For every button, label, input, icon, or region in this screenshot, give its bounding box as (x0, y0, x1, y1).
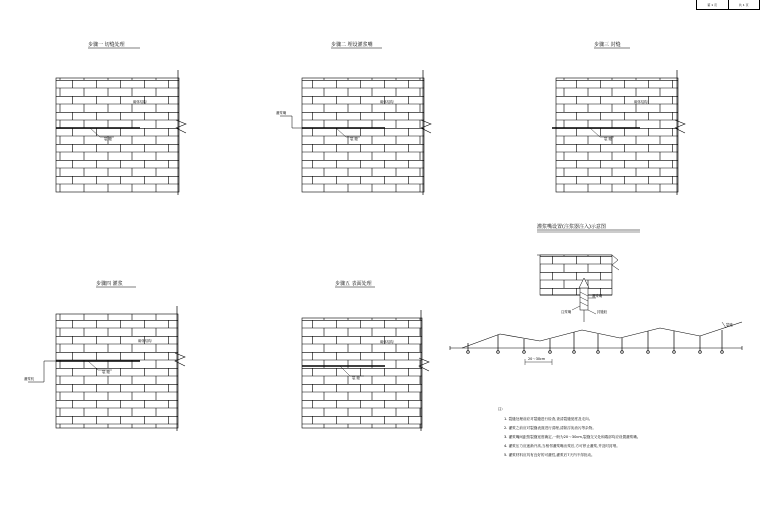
wall-label: 砌体结构 (380, 100, 394, 104)
injector-label: 灌浆机 (24, 377, 35, 381)
step-2-title: 步骤二 埋设灌浆嘴 (331, 42, 373, 48)
seam-label: 裂 缝 (604, 137, 612, 141)
seam-label: 裂 缝 (350, 137, 358, 141)
brick-wall (56, 78, 179, 192)
step-5-panel (302, 280, 429, 431)
nozzle-diagram (450, 223, 742, 365)
wall-label: 砌体结构 (138, 339, 152, 343)
spacing-label: 20～30cm (528, 357, 546, 361)
note-item: 5. 灌浆材料应具有良好的可灌性,灌浆后7天内不得扰动。 (504, 453, 595, 457)
brick-wall (56, 314, 178, 428)
notes-block (498, 406, 640, 457)
note-item: 4. 灌浆压力应逐渐升高,当相邻灌浆嘴出浆后,方可停止灌浆,并及时封堵。 (504, 444, 620, 448)
step-4-title: 步骤四 灌浆 (96, 281, 123, 287)
nozzle-label: 灌浆嘴 (592, 294, 603, 298)
step-1-panel (56, 41, 186, 195)
brick-wall (302, 78, 424, 192)
seam-label: 裂 缝 (102, 370, 110, 374)
step-1-title: 步骤一 切缝处理 (88, 42, 125, 48)
notes-heading: 注: (498, 407, 503, 411)
crack-label: 裂缝 (726, 323, 733, 327)
wall-label: 砌体结构 (634, 100, 648, 104)
step-3-panel (552, 41, 685, 195)
brick-wall (302, 318, 422, 428)
wall-label: 砌体结构 (133, 100, 147, 104)
note-item: 1. 裂缝处理前应对裂缝进行检查,查清裂缝宽度及走向。 (504, 417, 593, 421)
step-5-title: 步骤五 表面处理 (335, 281, 372, 287)
step-2-panel (276, 41, 431, 195)
page-total: 共 1 页 (728, 0, 760, 9)
seal-label: 封缝胶 (597, 310, 608, 314)
nozzle-markers (467, 330, 724, 353)
nozzle-leader (280, 116, 302, 128)
step-3-title: 步骤三 封缝 (594, 42, 621, 48)
brick-wall (556, 78, 678, 192)
page-number: 第 1 页 (707, 2, 718, 7)
note-item: 2. 灌浆之前应对裂缝表面进行清理,清除浮灰油污等杂物。 (504, 426, 596, 430)
seam-label: 裂 缝 (104, 137, 112, 141)
wall-label: 砌体结构 (380, 340, 394, 344)
nozzle-label: 灌浆嘴 (276, 111, 287, 115)
brick-wall (540, 255, 612, 295)
step-4-panel (24, 280, 185, 431)
base-label: 注浆嘴 (561, 310, 572, 314)
seam-label: 裂 缝 (352, 376, 360, 380)
nozzle-diagram-title: 灌浆嘴设置(注浆器注入)示意图 (537, 224, 606, 230)
note-item: 3. 灌浆嘴间距按裂缝宽度确定,一般为20～30cm,裂缝交叉处和端部均应设置灌浆嘴。 (504, 435, 641, 439)
